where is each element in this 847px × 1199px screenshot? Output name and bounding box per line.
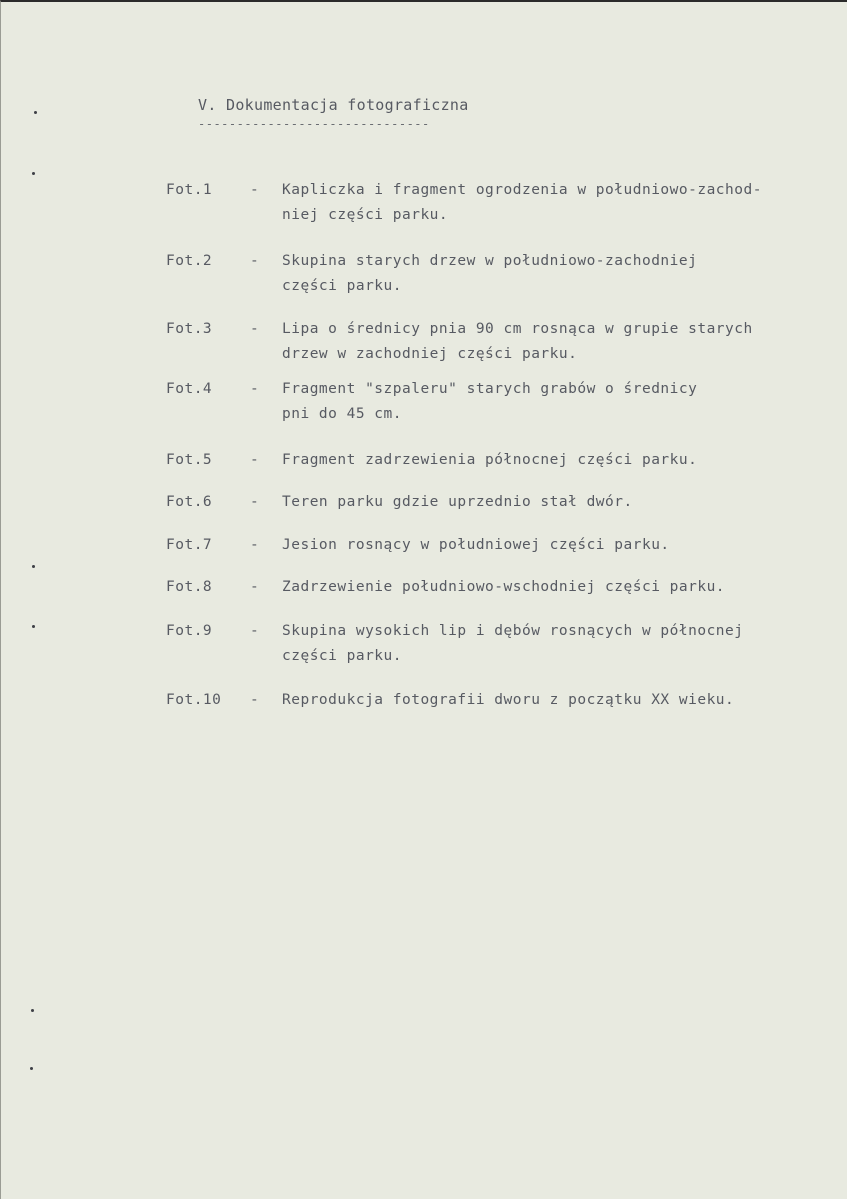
description-line: części parku. [282, 648, 402, 664]
entry-dash: - [250, 182, 260, 198]
binder-hole-mark [34, 111, 37, 114]
photo-description [282, 448, 832, 473]
photo-label: Fot.7 [166, 537, 213, 553]
binder-hole-mark [32, 172, 35, 175]
photo-description [282, 178, 832, 228]
photo-description [282, 377, 832, 427]
binder-hole-mark [32, 565, 35, 568]
section-title: V. Dokumentacja fotograficzna [198, 96, 469, 114]
description-line: części parku. [282, 278, 402, 294]
description-line: drzew w zachodniej części parku. [282, 346, 578, 362]
description-line: Kapliczka i fragment ogrodzenia w południowo-zachod- [282, 182, 762, 198]
photo-description [282, 249, 832, 299]
photo-description [282, 490, 832, 515]
entry-dash: - [250, 537, 260, 553]
description-line: Reprodukcja fotografii dworu z początku XX wieku. [282, 692, 735, 708]
entry-dash: - [250, 253, 260, 269]
photo-description [282, 575, 832, 600]
photo-description [282, 688, 832, 713]
photo-label: Fot.2 [166, 253, 213, 269]
description-line: Skupina wysokich lip i dębów rosnących w północnej [282, 623, 744, 639]
photo-label: Fot.1 [166, 182, 213, 198]
photo-label: Fot.10 [166, 692, 222, 708]
photo-label: Fot.6 [166, 494, 213, 510]
photo-description [282, 619, 832, 669]
entry-dash: - [250, 494, 260, 510]
photo-label: Fot.5 [166, 452, 213, 468]
description-line: pni do 45 cm. [282, 406, 402, 422]
description-line: Fragment zadrzewienia północnej części parku. [282, 452, 698, 468]
description-line: Zadrzewienie południowo-wschodniej części parku. [282, 579, 726, 595]
entry-dash: - [250, 579, 260, 595]
binder-hole-mark [32, 625, 35, 628]
binder-hole-mark [30, 1067, 33, 1070]
photo-description [282, 533, 832, 558]
photo-label: Fot.3 [166, 321, 213, 337]
description-line: Lipa o średnicy pnia 90 cm rosnąca w grupie starych [282, 321, 753, 337]
description-line: Fragment "szpaleru" starych grabów o średnicy [282, 381, 698, 397]
entry-dash: - [250, 623, 260, 639]
photo-description [282, 317, 832, 367]
description-line: Teren parku gdzie uprzednio stał dwór. [282, 494, 633, 510]
entry-dash: - [250, 321, 260, 337]
photo-label: Fot.9 [166, 623, 213, 639]
binder-hole-mark [31, 1009, 34, 1012]
entry-dash: - [250, 692, 260, 708]
photo-label: Fot.8 [166, 579, 213, 595]
description-line: Jesion rosnący w południowej części parku. [282, 537, 670, 553]
description-line: niej części parku. [282, 207, 449, 223]
entry-dash: - [250, 381, 260, 397]
photo-label: Fot.4 [166, 381, 213, 397]
entry-dash: - [250, 452, 260, 468]
description-line: Skupina starych drzew w południowo-zachodniej [282, 253, 698, 269]
section-title-underline: ------------------------------ [198, 117, 430, 131]
